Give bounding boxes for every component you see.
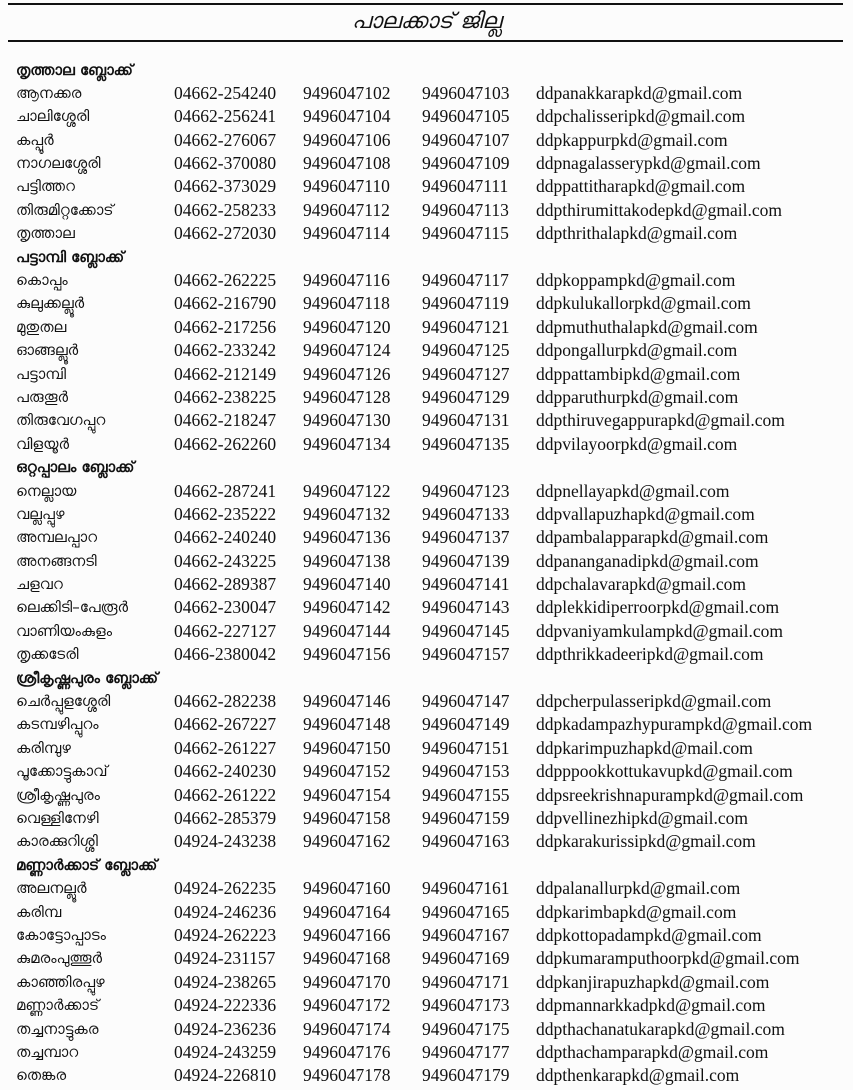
table-row	[0, 877, 853, 900]
table-row	[0, 573, 853, 596]
mobile-number-1: 9496047172	[303, 995, 391, 1016]
mobile-number-2: 9496047119	[422, 293, 509, 314]
email-address[interactable]: ddpnellayapkd@gmail.com	[536, 480, 730, 501]
title-rule	[8, 40, 843, 42]
block-heading: തൃത്താല ബ്ലോക്ക്	[16, 60, 133, 79]
mobile-number-2: 9496047137	[422, 527, 510, 548]
panchayat-name: കാഞ്ഞിരപ്പുഴ	[16, 972, 105, 991]
mobile-number-2: 9496047167	[422, 924, 510, 945]
landline-number: 04662-212149	[174, 363, 277, 384]
table-row	[0, 316, 853, 339]
mobile-number-1: 9496047132	[303, 503, 391, 524]
table-row	[0, 713, 853, 736]
table-row	[0, 292, 853, 315]
table-row	[0, 596, 853, 619]
mobile-number-2: 9496047159	[422, 808, 510, 828]
table-row	[0, 199, 853, 222]
panchayat-name: പട്ടിത്തറ	[16, 177, 75, 196]
mobile-number-1: 9496047158	[303, 808, 391, 828]
landline-number: 04662-235222	[174, 503, 277, 524]
mobile-number-2: 9496047149	[422, 714, 510, 735]
panchayat-name: തിരുമിറ്റക്കോട്	[16, 200, 114, 219]
landline-number: 04662-370080	[174, 153, 277, 174]
mobile-number-1: 9496047160	[303, 878, 391, 899]
mobile-number-2: 9496047171	[422, 971, 510, 992]
landline-number: 0466-2380042	[174, 644, 277, 665]
table-row	[0, 784, 853, 807]
email-address[interactable]: ddpvellinezhipkd@gmail.com	[536, 808, 748, 828]
table-row	[0, 503, 853, 526]
panchayat-name: മുതുതല	[16, 317, 67, 336]
table-row	[0, 690, 853, 713]
mobile-number-2: 9496047155	[422, 784, 510, 805]
landline-number: 04924-246236	[174, 901, 277, 922]
panchayat-name: കരിമ്പുഴ	[16, 738, 71, 757]
email-address[interactable]: ddpthiruvegappurapkd@gmail.com	[536, 410, 785, 431]
mobile-number-2: 9496047173	[422, 995, 510, 1016]
landline-number: 04662-258233	[174, 199, 277, 220]
mobile-number-1: 9496047138	[303, 550, 391, 571]
landline-number: 04924-262235	[174, 878, 277, 899]
mobile-number-2: 9496047131	[422, 410, 510, 431]
email-address[interactable]: ddplekkidiperroorpkd@gmail.com	[536, 597, 780, 618]
landline-number: 04662-256241	[174, 106, 277, 127]
table-row	[0, 433, 853, 456]
table-row	[0, 480, 853, 503]
table-row	[0, 643, 853, 666]
panchayat-name: വെള്ളിനേഴി	[16, 809, 99, 827]
block-heading: ശ്രീകൃഷ്ണപുരം ബ്ലോക്ക്	[16, 668, 159, 687]
mobile-number-2: 9496047145	[422, 620, 510, 641]
landline-number: 04662-282238	[174, 691, 277, 712]
mobile-number-2: 9496047109	[422, 153, 510, 174]
panchayat-name: വാണിയംകുളം	[16, 621, 113, 640]
mobile-number-2: 9496047147	[422, 691, 510, 712]
table-row	[0, 152, 853, 175]
mobile-number-1: 9496047136	[303, 527, 391, 548]
landline-number: 04662-240230	[174, 761, 277, 782]
panchayat-name: തച്ചമ്പാറ	[16, 1042, 79, 1061]
table-row	[0, 1064, 853, 1087]
panchayat-name: മണ്ണാർക്കാട്	[16, 996, 100, 1015]
landline-number: 04662-254240	[174, 82, 277, 103]
mobile-number-2: 9496047129	[422, 386, 510, 407]
top-rule	[8, 3, 843, 5]
landline-number: 04662-287241	[174, 480, 277, 501]
landline-number: 04924-243259	[174, 1041, 277, 1062]
table-row	[0, 901, 853, 924]
landline-number: 04662-262225	[174, 270, 277, 291]
mobile-number-1: 9496047130	[303, 410, 391, 431]
mobile-number-1: 9496047112	[303, 199, 390, 220]
panchayat-name: കൊപ്പം	[16, 271, 68, 290]
mobile-number-2: 9496047169	[422, 948, 510, 969]
block-heading: പട്ടാമ്പി ബ്ലോക്ക്	[16, 247, 125, 266]
panchayat-name: പരുതൂർ	[16, 387, 68, 406]
table-row	[0, 105, 853, 128]
table-row	[0, 1018, 853, 1041]
landline-number: 04924-243238	[174, 831, 277, 852]
table-row	[0, 175, 853, 198]
panchayat-name: ലെക്കിടി–പേരൂർ	[16, 598, 128, 617]
landline-number: 04662-217256	[174, 316, 277, 337]
email-address[interactable]: ddpvallapuzhapkd@gmail.com	[536, 503, 755, 524]
mobile-number-1: 9496047146	[303, 691, 391, 712]
email-address[interactable]: ddpalanallurpkd@gmail.com	[536, 878, 741, 899]
mobile-number-2: 9496047151	[422, 737, 510, 758]
mobile-number-2: 9496047107	[422, 129, 510, 150]
email-address[interactable]: ddpthrithalapkd@gmail.com	[536, 223, 738, 244]
email-address[interactable]: ddpchalisseripkd@gmail.com	[536, 106, 746, 127]
panchayat-name: തിരുവേഗപ്പുറ	[16, 411, 106, 430]
contact-list	[0, 59, 853, 1088]
email-address[interactable]: ddpnagalasserypkd@gmail.com	[536, 153, 761, 174]
email-address[interactable]: ddppattitharapkd@gmail.com	[536, 176, 746, 197]
table-row	[0, 339, 853, 362]
landline-number: 04924-222336	[174, 995, 277, 1016]
panchayat-name: ചാലിശ്ശേരി	[16, 107, 90, 126]
email-address[interactable]: ddpparuthurpkd@gmail.com	[536, 386, 739, 407]
table-row	[0, 409, 853, 432]
mobile-number-1: 9496047164	[303, 901, 391, 922]
landline-number: 04662-261222	[174, 784, 277, 805]
mobile-number-2: 9496047161	[422, 878, 510, 899]
mobile-number-2: 9496047127	[422, 363, 510, 384]
landline-number: 04924-231157	[174, 948, 276, 969]
landline-number: 04924-236236	[174, 1018, 277, 1039]
mobile-number-1: 9496047156	[303, 644, 391, 665]
mobile-number-1: 9496047166	[303, 924, 391, 945]
mobile-number-2: 9496047105	[422, 106, 510, 127]
landline-number: 04662-276067	[174, 129, 277, 150]
landline-number: 04662-285379	[174, 808, 277, 828]
landline-number: 04662-238225	[174, 386, 277, 407]
email-address[interactable]: ddpongallurpkd@gmail.com	[536, 340, 738, 361]
mobile-number-1: 9496047106	[303, 129, 391, 150]
table-row	[0, 129, 853, 152]
table-row	[0, 760, 853, 783]
landline-number: 04662-267227	[174, 714, 277, 735]
mobile-number-2: 9496047103	[422, 82, 510, 103]
email-address[interactable]: ddpcherpulasseripkd@gmail.com	[536, 691, 772, 712]
mobile-number-2: 9496047117	[422, 270, 509, 291]
table-row	[0, 994, 853, 1017]
email-address[interactable]: ddpanakkarapkd@gmail.com	[536, 82, 743, 103]
mobile-number-2: 9496047179	[422, 1065, 510, 1086]
landline-number: 04662-262260	[174, 433, 277, 454]
mobile-number-2: 9496047141	[422, 574, 510, 595]
email-address[interactable]: ddpambalapparapkd@gmail.com	[536, 527, 769, 548]
mobile-number-1: 9496047176	[303, 1041, 391, 1062]
email-address[interactable]: ddpthirumittakodepkd@gmail.com	[536, 199, 783, 220]
panchayat-name: വിളയൂർ	[16, 434, 69, 453]
mobile-number-1: 9496047178	[303, 1065, 391, 1086]
landline-number: 04662-261227	[174, 737, 277, 758]
mobile-number-1: 9496047108	[303, 153, 391, 174]
panchayat-name: തെങ്കര	[16, 1066, 67, 1085]
panchayat-name: കടമ്പഴിപ്പുറം	[16, 715, 99, 734]
mobile-number-1: 9496047174	[303, 1018, 391, 1039]
email-address[interactable]: ddppattambipkd@gmail.com	[536, 363, 741, 384]
email-address[interactable]: ddpkappurpkd@gmail.com	[536, 129, 728, 150]
page-title: പാലക്കാട് ജില്ല	[351, 9, 502, 34]
mobile-number-1: 9496047134	[303, 433, 391, 454]
email-address[interactable]: ddpchalavarapkd@gmail.com	[536, 574, 746, 595]
panchayat-name: കാരക്കുറിശ്ശി	[16, 832, 98, 851]
mobile-number-2: 9496047177	[422, 1041, 510, 1062]
landline-number: 04924-238265	[174, 971, 277, 992]
panchayat-name: കരിമ്പ	[16, 902, 62, 921]
panchayat-name: കുമരംപുത്തൂർ	[16, 949, 102, 968]
table-row	[0, 924, 853, 947]
panchayat-name: നെല്ലായ	[16, 481, 77, 500]
panchayat-name: അനങ്ങനടി	[16, 551, 97, 570]
email-address[interactable]: ddpkadampazhypurampkd@gmail.com	[536, 714, 813, 735]
email-address[interactable]: ddpthachamparapkd@gmail.com	[536, 1041, 769, 1062]
table-row	[0, 550, 853, 573]
landline-number: 04662-240240	[174, 527, 277, 548]
landline-number: 04662-216790	[174, 293, 277, 314]
mobile-number-1: 9496047148	[303, 714, 391, 735]
block-heading: മണ്ണാർക്കാട് ബ്ലോക്ക്	[16, 855, 158, 874]
table-row	[0, 222, 853, 245]
landline-number: 04924-262223	[174, 924, 277, 945]
mobile-number-1: 9496047142	[303, 597, 391, 618]
panchayat-name: നാഗലശ്ശേരി	[16, 154, 101, 173]
mobile-number-1: 9496047116	[303, 270, 390, 291]
table-row	[0, 82, 853, 105]
table-row	[0, 947, 853, 970]
mobile-number-2: 9496047143	[422, 597, 510, 618]
mobile-number-1: 9496047120	[303, 316, 391, 337]
email-address[interactable]: ddpmuthuthalapkd@gmail.com	[536, 316, 758, 337]
email-address[interactable]: ddpananganadipkd@gmail.com	[536, 550, 759, 571]
mobile-number-2: 9496047121	[422, 316, 510, 337]
email-address[interactable]: ddpkulukallorpkd@gmail.com	[536, 293, 751, 314]
table-row	[0, 1041, 853, 1064]
landline-number: 04662-233242	[174, 340, 277, 361]
mobile-number-1: 9496047150	[303, 737, 391, 758]
mobile-number-1: 9496047128	[303, 386, 391, 407]
panchayat-name: അലനല്ലൂർ	[16, 879, 87, 898]
email-address[interactable]: ddpsreekrishnapurampkd@gmail.com	[536, 784, 804, 805]
panchayat-name: പട്ടാമ്പി	[16, 364, 66, 383]
mobile-number-1: 9496047126	[303, 363, 391, 384]
table-row	[0, 830, 853, 853]
panchayat-name: തൃത്താല	[16, 224, 75, 243]
panchayat-name: പൂക്കോട്ടുകാവ്	[16, 762, 108, 781]
landline-number: 04924-226810	[174, 1065, 277, 1086]
table-row	[0, 526, 853, 549]
email-address[interactable]: ddpkanjirapuzhapkd@gmail.com	[536, 971, 770, 992]
email-address[interactable]: ddpkoppampkd@gmail.com	[536, 270, 736, 291]
mobile-number-2: 9496047111	[422, 176, 509, 197]
landline-number: 04662-218247	[174, 410, 277, 431]
panchayat-name: ആനക്കര	[16, 83, 82, 102]
mobile-number-2: 9496047133	[422, 503, 510, 524]
email-address[interactable]: ddpvaniyamkulampkd@gmail.com	[536, 620, 783, 641]
mobile-number-1: 9496047124	[303, 340, 391, 361]
mobile-number-1: 9496047154	[303, 784, 391, 805]
table-row	[0, 807, 853, 830]
panchayat-name: ചളവറ	[16, 575, 63, 594]
panchayat-name: വല്ലപ്പുഴ	[16, 504, 65, 523]
panchayat-name: തൃക്കടേരി	[16, 645, 79, 664]
mobile-number-2: 9496047157	[422, 644, 510, 665]
email-address[interactable]: ddpppookkottukavupkd@gmail.com	[536, 761, 793, 782]
mobile-number-2: 9496047175	[422, 1018, 510, 1039]
landline-number: 04662-272030	[174, 223, 277, 244]
mobile-number-2: 9496047153	[422, 761, 510, 782]
email-address[interactable]: ddpkarakurissipkd@gmail.com	[536, 831, 756, 852]
panchayat-name: കപ്പൂർ	[16, 130, 54, 149]
mobile-number-2: 9496047115	[422, 223, 509, 244]
landline-number: 04662-373029	[174, 176, 277, 197]
email-address[interactable]: ddpkumaramputhoorpkd@gmail.com	[536, 948, 800, 969]
table-row	[0, 971, 853, 994]
mobile-number-2: 9496047135	[422, 433, 510, 454]
mobile-number-1: 9496047114	[303, 223, 390, 244]
panchayat-name: ഓങ്ങല്ലൂർ	[16, 341, 79, 360]
mobile-number-1: 9496047170	[303, 971, 391, 992]
mobile-number-2: 9496047123	[422, 480, 510, 501]
mobile-number-1: 9496047168	[303, 948, 391, 969]
mobile-number-2: 9496047165	[422, 901, 510, 922]
landline-number: 04662-289387	[174, 574, 277, 595]
panchayat-name: ശ്രീകൃഷ്ണപുരം	[16, 785, 100, 804]
email-address[interactable]: ddpvilayoorpkd@gmail.com	[536, 433, 738, 454]
table-row	[0, 386, 853, 409]
mobile-number-1: 9496047152	[303, 761, 391, 782]
table-row	[0, 737, 853, 760]
email-address[interactable]: ddpthenkarapkd@gmail.com	[536, 1065, 740, 1086]
mobile-number-1: 9496047102	[303, 82, 391, 103]
email-address[interactable]: ddpkarimpuzhapkd@mail.com	[536, 737, 753, 758]
mobile-number-2: 9496047163	[422, 831, 510, 852]
mobile-number-1: 9496047144	[303, 620, 391, 641]
email-address[interactable]: ddpkarimbapkd@gmail.com	[536, 901, 737, 922]
email-address[interactable]: ddpkottopadampkd@gmail.com	[536, 924, 762, 945]
panchayat-name: കുലുക്കല്ലൂർ	[16, 294, 85, 313]
email-address[interactable]: ddpmannarkkadpkd@gmail.com	[536, 995, 766, 1016]
landline-number: 04662-243225	[174, 550, 277, 571]
landline-number: 04662-230047	[174, 597, 277, 618]
table-row	[0, 269, 853, 292]
email-address[interactable]: ddpthrikkadeeripkd@gmail.com	[536, 644, 764, 665]
panchayat-name: തച്ചനാട്ടുകര	[16, 1019, 99, 1038]
panchayat-name: അമ്പലപ്പാറ	[16, 528, 98, 547]
mobile-number-2: 9496047113	[422, 199, 509, 220]
panchayat-name: ചെർപ്പുളശ്ശേരി	[16, 692, 111, 711]
panchayat-name: കോട്ടോപ്പാടം	[16, 925, 106, 944]
mobile-number-2: 9496047139	[422, 550, 510, 571]
table-row	[0, 363, 853, 386]
landline-number: 04662-227127	[174, 620, 277, 641]
block-heading: ഒറ്റപ്പാലം ബ്ലോക്ക്	[16, 458, 135, 477]
email-address[interactable]: ddpthachanatukarapkd@gmail.com	[536, 1018, 785, 1039]
mobile-number-1: 9496047122	[303, 480, 391, 501]
mobile-number-2: 9496047125	[422, 340, 510, 361]
mobile-number-1: 9496047118	[303, 293, 390, 314]
mobile-number-1: 9496047162	[303, 831, 391, 852]
table-row	[0, 620, 853, 643]
mobile-number-1: 9496047104	[303, 106, 391, 127]
mobile-number-1: 9496047140	[303, 574, 391, 595]
mobile-number-1: 9496047110	[303, 176, 390, 197]
